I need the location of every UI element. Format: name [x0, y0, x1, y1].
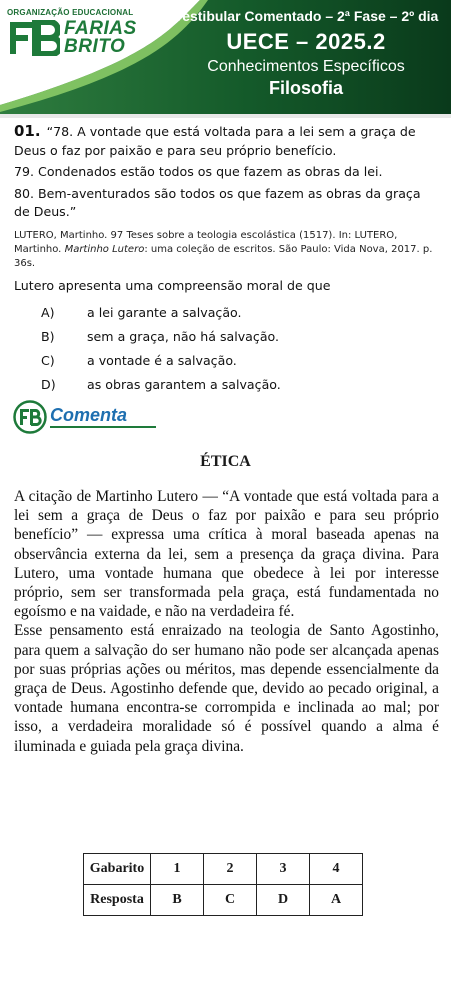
header-banner: [0, 0, 451, 118]
fb-logo-icon: [13, 400, 47, 434]
answer-options: [14, 301, 439, 397]
question-block: [14, 122, 439, 397]
commentary-paragraph: Esse pensamento está enraizado na teologia de Santo Agostinho, para quem a salvação do ser humano não pode ser alcançada apenas por suas próprias ações ou méritos, mas depende essencialmente da graça de Deus. Agostinho defende que, devido ao pecado original, a vontade humana encontra-se corrompida e inclinada ao mal; por isso, a verdadeira moralidade só é possível quando a alma é iluminada e guiada pela graça divina.: [14, 622, 439, 755]
subject-label: Filosofia: [268, 78, 343, 98]
option-b[interactable]: [14, 325, 439, 349]
answer-key-header-row: [84, 854, 363, 885]
question-paragraph: [14, 122, 439, 160]
option-letter: B): [41, 328, 55, 344]
table-answer-cell: C: [204, 885, 257, 916]
quote-thesis-78: “78. A vontade que está voltada para a lei sem a graça de Deus o faz por paixão e para seu próprio benefício.: [14, 124, 416, 158]
table-header-label: Gabarito: [84, 854, 151, 885]
table-column-number: 1: [151, 854, 204, 885]
commentary-paragraph: A citação de Martinho Lutero — “A vontade que está voltada para a lei sem a graça de Deus o faz por paixão e para seu próprio benefício” — expressa uma crítica à moral baseada apenas na observância externa da lei, sem a presença da graça divina. Para Lutero, uma vontade humana que obedece à lei por interesse próprio, sem ser transformada pela graça, está fundamentada no egoísmo e na vaidade, e não na verdadeira fé.: [14, 488, 439, 621]
comenta-label: Comenta: [50, 405, 128, 425]
option-d[interactable]: [14, 373, 439, 397]
option-text: as obras garantem a salvação.: [87, 376, 281, 392]
table-answer-cell: A: [310, 885, 363, 916]
table-column-number: 4: [310, 854, 363, 885]
option-c[interactable]: [14, 349, 439, 373]
option-text: sem a graça, não há salvação.: [87, 328, 280, 344]
table-answer-cell: B: [151, 885, 204, 916]
brand-logo: [6, 8, 186, 60]
table-row-label: Resposta: [84, 885, 151, 916]
commentary-title: ÉTICA: [200, 453, 251, 470]
exam-title: UECE – 2025.2: [226, 29, 386, 54]
comenta-underline: [50, 426, 156, 428]
option-letter: C): [41, 352, 55, 368]
quote-thesis-80: 80. Bem-aventurados são todos os que fazem as obras da graça de Deus.”: [14, 185, 421, 219]
commentary-body: [14, 487, 439, 756]
answer-key-table: [83, 853, 363, 916]
option-text: a lei garante a salvação.: [87, 304, 242, 320]
brand-name-line2: BRITO: [64, 36, 126, 57]
option-a[interactable]: [14, 301, 439, 325]
table-answer-cell: D: [257, 885, 310, 916]
fb-logo-icon: [10, 20, 60, 56]
option-letter: A): [41, 304, 55, 320]
table-column-number: 3: [257, 854, 310, 885]
option-letter: D): [41, 376, 56, 392]
question-number: 01.: [14, 122, 41, 140]
table-column-number: 2: [204, 854, 257, 885]
area-label: Conhecimentos Específicos: [207, 58, 405, 75]
org-label: ORGANIZAÇÃO EDUCACIONAL: [7, 8, 134, 17]
brand-name-line1: FARIAS: [64, 18, 137, 39]
comenta-badge: [13, 400, 163, 436]
citation-reference: LUTERO, Martinho. 97 Teses sobre a teologia escolástica (1517). In: LUTERO, Martinho. Martinho Lutero: uma coleção de escritos. São Paulo: Vida Nova, 2017. p. 36s.: [14, 229, 433, 269]
exam-line: Vestibular Comentado – 2ª Fase – 2º dia: [173, 8, 439, 24]
option-text: a vontade é a salvação.: [87, 352, 237, 368]
quote-thesis-79: 79. Condenados estão todos os que fazem as obras da lei.: [14, 164, 383, 179]
question-stem: Lutero apresenta uma compreensão moral de que: [14, 277, 331, 293]
answer-key-answer-row: [84, 885, 363, 916]
